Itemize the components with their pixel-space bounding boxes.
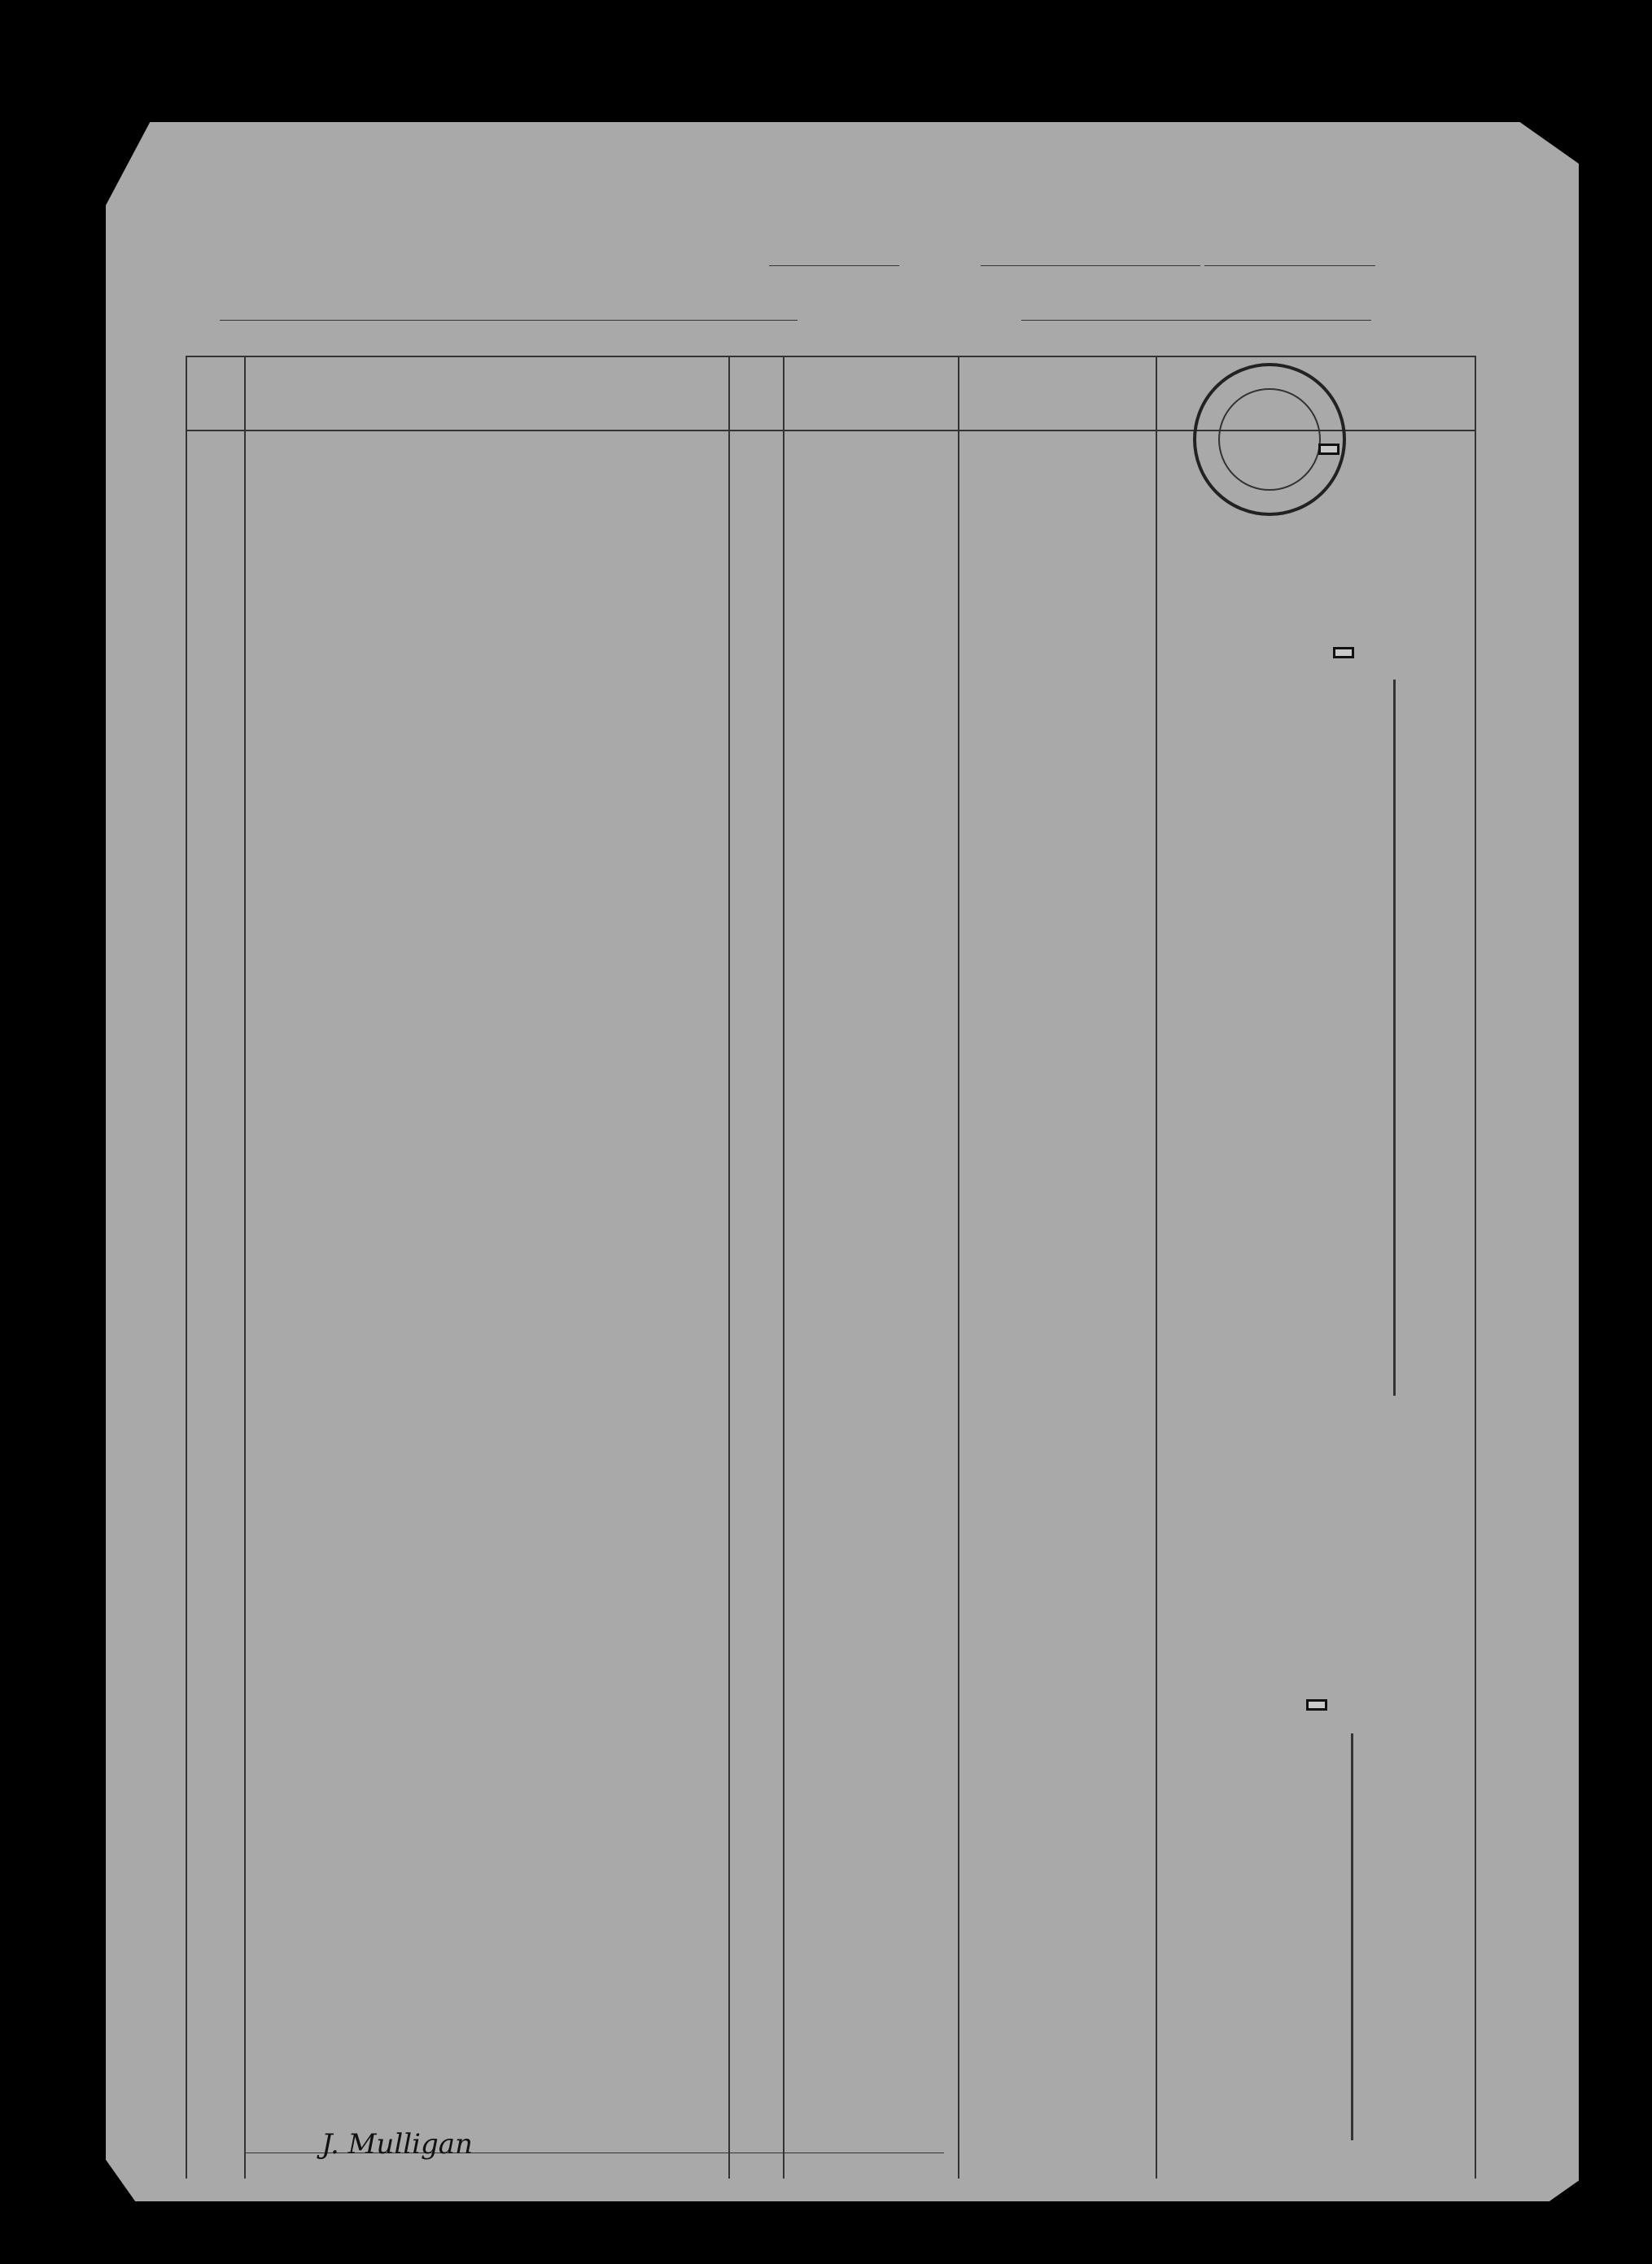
col-divider xyxy=(783,356,784,2179)
us-cit-box xyxy=(1333,647,1354,658)
underline xyxy=(981,265,1200,266)
col-divider xyxy=(728,356,730,2179)
underline xyxy=(1204,265,1375,266)
underline xyxy=(769,265,899,266)
immigration-round-stamp xyxy=(1172,350,1416,529)
table-left-border xyxy=(186,356,187,2179)
us-cit-box xyxy=(1318,444,1340,455)
col-divider xyxy=(244,356,246,2179)
bracket-line xyxy=(1351,1733,1353,2140)
bracket-line xyxy=(1393,680,1396,1396)
inspector-signature: J. Mulligan xyxy=(321,2128,473,2161)
us-cit-box xyxy=(1306,1699,1327,1711)
underline xyxy=(1021,320,1371,321)
col-divider xyxy=(1156,356,1157,2179)
table-right-border xyxy=(1475,356,1476,2179)
col-divider xyxy=(958,356,959,2179)
underline xyxy=(220,320,798,321)
